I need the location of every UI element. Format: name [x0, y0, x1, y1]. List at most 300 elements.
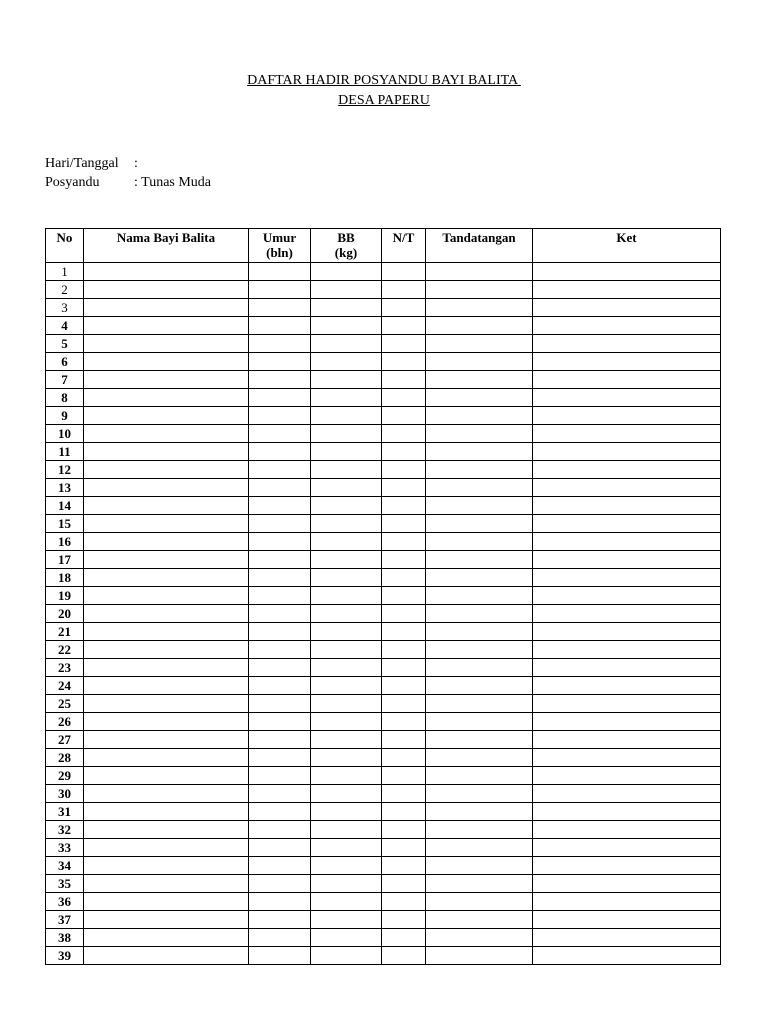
bb-cell[interactable] — [311, 731, 382, 749]
bb-cell[interactable] — [311, 587, 382, 605]
row-number: 36 — [46, 893, 84, 911]
row-number: 35 — [46, 875, 84, 893]
umur-cell[interactable] — [249, 875, 311, 893]
bb-cell[interactable] — [311, 839, 382, 857]
tandatangan-cell[interactable] — [426, 767, 533, 785]
nt-cell[interactable] — [382, 263, 426, 281]
tandatangan-cell[interactable] — [426, 587, 533, 605]
ket-cell[interactable] — [533, 299, 721, 317]
bb-cell[interactable] — [311, 461, 382, 479]
tandatangan-cell[interactable] — [426, 461, 533, 479]
nama-cell[interactable] — [84, 893, 249, 911]
bb-cell[interactable] — [311, 317, 382, 335]
nama-cell[interactable] — [84, 461, 249, 479]
ket-cell[interactable] — [533, 803, 721, 821]
bb-cell[interactable] — [311, 785, 382, 803]
umur-cell[interactable] — [249, 461, 311, 479]
tandatangan-cell[interactable] — [426, 803, 533, 821]
nt-cell[interactable] — [382, 623, 426, 641]
nt-cell[interactable] — [382, 317, 426, 335]
ket-cell[interactable] — [533, 695, 721, 713]
nt-cell[interactable] — [382, 353, 426, 371]
nama-cell[interactable] — [84, 875, 249, 893]
nt-cell[interactable] — [382, 587, 426, 605]
table-row — [46, 641, 721, 659]
header-nt — [382, 229, 426, 263]
umur-cell[interactable] — [249, 371, 311, 389]
tandatangan-cell[interactable] — [426, 281, 533, 299]
tandatangan-cell[interactable] — [426, 911, 533, 929]
umur-cell[interactable] — [249, 749, 311, 767]
nama-cell[interactable] — [84, 263, 249, 281]
bb-cell[interactable] — [311, 299, 382, 317]
umur-cell[interactable] — [249, 497, 311, 515]
nt-cell[interactable] — [382, 281, 426, 299]
umur-cell[interactable] — [249, 929, 311, 947]
nama-cell[interactable] — [84, 785, 249, 803]
ket-cell[interactable] — [533, 947, 721, 965]
bb-cell[interactable] — [311, 875, 382, 893]
header-umur — [249, 229, 311, 263]
nt-cell[interactable] — [382, 443, 426, 461]
ket-cell[interactable] — [533, 641, 721, 659]
bb-cell[interactable] — [311, 803, 382, 821]
row-number: 38 — [46, 929, 84, 947]
tandatangan-cell[interactable] — [426, 623, 533, 641]
nama-cell[interactable] — [84, 929, 249, 947]
umur-cell[interactable] — [249, 587, 311, 605]
row-number: 7 — [46, 371, 84, 389]
table-row — [46, 497, 721, 515]
bb-cell[interactable] — [311, 497, 382, 515]
nt-cell[interactable] — [382, 641, 426, 659]
table-row — [46, 929, 721, 947]
umur-cell[interactable] — [249, 623, 311, 641]
tandatangan-cell[interactable] — [426, 497, 533, 515]
table-row — [46, 317, 721, 335]
umur-cell[interactable] — [249, 353, 311, 371]
ket-cell[interactable] — [533, 389, 721, 407]
header-umur-line1: Umur — [262, 230, 297, 245]
table-header-row — [46, 229, 721, 263]
header-bb — [311, 229, 382, 263]
bb-cell[interactable] — [311, 677, 382, 695]
table-row — [46, 443, 721, 461]
header-ket — [533, 229, 721, 263]
nt-cell[interactable] — [382, 893, 426, 911]
tandatangan-cell[interactable] — [426, 515, 533, 533]
table-body — [46, 263, 721, 965]
tandatangan-cell[interactable] — [426, 749, 533, 767]
bb-cell[interactable] — [311, 263, 382, 281]
ket-cell[interactable] — [533, 875, 721, 893]
table-row — [46, 695, 721, 713]
nama-cell[interactable] — [84, 803, 249, 821]
tandatangan-cell[interactable] — [426, 947, 533, 965]
bb-cell[interactable] — [311, 569, 382, 587]
ket-cell[interactable] — [533, 407, 721, 425]
bb-cell[interactable] — [311, 911, 382, 929]
tandatangan-cell[interactable] — [426, 605, 533, 623]
nt-cell[interactable] — [382, 731, 426, 749]
tandatangan-cell[interactable] — [426, 677, 533, 695]
umur-cell[interactable] — [249, 785, 311, 803]
row-number: 37 — [46, 911, 84, 929]
document-subtitle: DESA PAPERU — [338, 93, 430, 108]
umur-cell[interactable] — [249, 893, 311, 911]
table-row — [46, 281, 721, 299]
nama-cell[interactable] — [84, 353, 249, 371]
bb-cell[interactable] — [311, 551, 382, 569]
ket-cell[interactable] — [533, 479, 721, 497]
nama-cell[interactable] — [84, 371, 249, 389]
nt-cell[interactable] — [382, 911, 426, 929]
nama-cell[interactable] — [84, 677, 249, 695]
nt-cell[interactable] — [382, 695, 426, 713]
nt-cell[interactable] — [382, 335, 426, 353]
ket-cell[interactable] — [533, 497, 721, 515]
bb-cell[interactable] — [311, 479, 382, 497]
umur-cell[interactable] — [249, 605, 311, 623]
tandatangan-cell[interactable] — [426, 533, 533, 551]
tandatangan-cell[interactable] — [426, 443, 533, 461]
nt-cell[interactable] — [382, 803, 426, 821]
umur-cell[interactable] — [249, 947, 311, 965]
table-row — [46, 407, 721, 425]
nt-cell[interactable] — [382, 569, 426, 587]
bb-cell[interactable] — [311, 605, 382, 623]
posyandu-label: Posyandu — [45, 175, 100, 190]
row-number: 31 — [46, 803, 84, 821]
header-umur-line2: (bln) — [266, 245, 293, 260]
nama-cell[interactable] — [84, 551, 249, 569]
bb-cell[interactable] — [311, 425, 382, 443]
nt-cell[interactable] — [382, 821, 426, 839]
ket-cell[interactable] — [533, 281, 721, 299]
umur-cell[interactable] — [249, 479, 311, 497]
nama-cell[interactable] — [84, 947, 249, 965]
nt-cell[interactable] — [382, 605, 426, 623]
tandatangan-cell[interactable] — [426, 875, 533, 893]
ket-cell[interactable] — [533, 605, 721, 623]
table-row — [46, 857, 721, 875]
tandatangan-cell[interactable] — [426, 821, 533, 839]
bb-cell[interactable] — [311, 893, 382, 911]
nt-cell[interactable] — [382, 749, 426, 767]
row-number: 12 — [46, 461, 84, 479]
tandatangan-cell[interactable] — [426, 317, 533, 335]
nt-cell[interactable] — [382, 299, 426, 317]
table-row — [46, 353, 721, 371]
bb-cell[interactable] — [311, 641, 382, 659]
umur-cell[interactable] — [249, 299, 311, 317]
ket-cell[interactable] — [533, 335, 721, 353]
row-number: 6 — [46, 353, 84, 371]
nt-cell[interactable] — [382, 461, 426, 479]
row-number: 14 — [46, 497, 84, 515]
row-number: 23 — [46, 659, 84, 677]
bb-cell[interactable] — [311, 335, 382, 353]
nama-cell[interactable] — [84, 605, 249, 623]
tandatangan-cell[interactable] — [426, 353, 533, 371]
ket-cell[interactable] — [533, 569, 721, 587]
umur-cell[interactable] — [249, 713, 311, 731]
ket-cell[interactable] — [533, 857, 721, 875]
row-number: 39 — [46, 947, 84, 965]
umur-cell[interactable] — [249, 443, 311, 461]
umur-cell[interactable] — [249, 389, 311, 407]
tandatangan-cell[interactable] — [426, 389, 533, 407]
nama-cell[interactable] — [84, 389, 249, 407]
nama-cell[interactable] — [84, 407, 249, 425]
table-row — [46, 425, 721, 443]
nama-cell[interactable] — [84, 767, 249, 785]
umur-cell[interactable] — [249, 803, 311, 821]
tandatangan-cell[interactable] — [426, 839, 533, 857]
umur-cell[interactable] — [249, 317, 311, 335]
nt-cell[interactable] — [382, 767, 426, 785]
bb-cell[interactable] — [311, 371, 382, 389]
nama-cell[interactable] — [84, 857, 249, 875]
nama-cell[interactable] — [84, 731, 249, 749]
tandatangan-cell[interactable] — [426, 299, 533, 317]
table-row — [46, 731, 721, 749]
table-row — [46, 875, 721, 893]
nama-cell[interactable] — [84, 695, 249, 713]
tandatangan-cell[interactable] — [426, 407, 533, 425]
row-number: 9 — [46, 407, 84, 425]
bb-cell[interactable] — [311, 821, 382, 839]
nama-cell[interactable] — [84, 533, 249, 551]
umur-cell[interactable] — [249, 281, 311, 299]
nama-cell[interactable] — [84, 425, 249, 443]
umur-cell[interactable] — [249, 659, 311, 677]
nama-cell[interactable] — [84, 623, 249, 641]
nt-cell[interactable] — [382, 839, 426, 857]
nt-cell[interactable] — [382, 857, 426, 875]
bb-cell[interactable] — [311, 515, 382, 533]
bb-cell[interactable] — [311, 713, 382, 731]
nt-cell[interactable] — [382, 515, 426, 533]
tandatangan-cell[interactable] — [426, 425, 533, 443]
nama-cell[interactable] — [84, 515, 249, 533]
bb-cell[interactable] — [311, 533, 382, 551]
nt-cell[interactable] — [382, 875, 426, 893]
tandatangan-cell[interactable] — [426, 371, 533, 389]
row-number: 21 — [46, 623, 84, 641]
nt-cell[interactable] — [382, 533, 426, 551]
nama-cell[interactable] — [84, 569, 249, 587]
ket-cell[interactable] — [533, 515, 721, 533]
nama-cell[interactable] — [84, 839, 249, 857]
ket-cell[interactable] — [533, 749, 721, 767]
umur-cell[interactable] — [249, 641, 311, 659]
bb-cell[interactable] — [311, 281, 382, 299]
bb-cell[interactable] — [311, 659, 382, 677]
nama-cell[interactable] — [84, 479, 249, 497]
nama-cell[interactable] — [84, 713, 249, 731]
nt-cell[interactable] — [382, 677, 426, 695]
table-row — [46, 947, 721, 965]
nama-cell[interactable] — [84, 659, 249, 677]
tandatangan-cell[interactable] — [426, 857, 533, 875]
ket-cell[interactable] — [533, 839, 721, 857]
table-row — [46, 767, 721, 785]
header-bb-line2: (kg) — [334, 245, 358, 260]
tandatangan-cell[interactable] — [426, 263, 533, 281]
ket-cell[interactable] — [533, 713, 721, 731]
row-number: 4 — [46, 317, 84, 335]
bb-cell[interactable] — [311, 623, 382, 641]
ket-cell[interactable] — [533, 587, 721, 605]
tandatangan-cell[interactable] — [426, 641, 533, 659]
row-number: 18 — [46, 569, 84, 587]
table-row — [46, 551, 721, 569]
umur-cell[interactable] — [249, 731, 311, 749]
row-number: 13 — [46, 479, 84, 497]
table-row — [46, 587, 721, 605]
nt-cell[interactable] — [382, 785, 426, 803]
table-row — [46, 515, 721, 533]
row-number: 3 — [46, 299, 84, 317]
nt-cell[interactable] — [382, 659, 426, 677]
tandatangan-cell[interactable] — [426, 335, 533, 353]
tandatangan-cell[interactable] — [426, 695, 533, 713]
bb-cell[interactable] — [311, 947, 382, 965]
tandatangan-cell[interactable] — [426, 731, 533, 749]
nt-cell[interactable] — [382, 425, 426, 443]
umur-cell[interactable] — [249, 695, 311, 713]
header-bb-line1: BB — [337, 230, 355, 245]
row-number: 2 — [46, 281, 84, 299]
bb-cell[interactable] — [311, 929, 382, 947]
ket-cell[interactable] — [533, 461, 721, 479]
bb-cell[interactable] — [311, 857, 382, 875]
ket-cell[interactable] — [533, 353, 721, 371]
table-row — [46, 677, 721, 695]
tandatangan-cell[interactable] — [426, 893, 533, 911]
nt-cell[interactable] — [382, 929, 426, 947]
nt-cell[interactable] — [382, 389, 426, 407]
ket-cell[interactable] — [533, 263, 721, 281]
nt-cell[interactable] — [382, 497, 426, 515]
nama-cell[interactable] — [84, 497, 249, 515]
ket-cell[interactable] — [533, 533, 721, 551]
posyandu-value: : Tunas Muda — [134, 175, 212, 190]
umur-cell[interactable] — [249, 767, 311, 785]
bb-cell[interactable] — [311, 443, 382, 461]
umur-cell[interactable] — [249, 263, 311, 281]
umur-cell[interactable] — [249, 839, 311, 857]
ket-cell[interactable] — [533, 623, 721, 641]
umur-cell[interactable] — [249, 551, 311, 569]
bb-cell[interactable] — [311, 353, 382, 371]
nama-cell[interactable] — [84, 911, 249, 929]
umur-cell[interactable] — [249, 857, 311, 875]
nama-cell[interactable] — [84, 281, 249, 299]
tandatangan-cell[interactable] — [426, 479, 533, 497]
ket-cell[interactable] — [533, 425, 721, 443]
table-row — [46, 803, 721, 821]
nt-cell[interactable] — [382, 407, 426, 425]
tandatangan-cell[interactable] — [426, 929, 533, 947]
table-row — [46, 335, 721, 353]
header-nama — [84, 229, 249, 263]
row-number: 27 — [46, 731, 84, 749]
bb-cell[interactable] — [311, 407, 382, 425]
umur-cell[interactable] — [249, 533, 311, 551]
umur-cell[interactable] — [249, 569, 311, 587]
nama-cell[interactable] — [84, 641, 249, 659]
row-number: 17 — [46, 551, 84, 569]
ket-cell[interactable] — [533, 677, 721, 695]
ket-cell[interactable] — [533, 785, 721, 803]
nt-cell[interactable] — [382, 479, 426, 497]
row-number: 33 — [46, 839, 84, 857]
ket-cell[interactable] — [533, 317, 721, 335]
ket-cell[interactable] — [533, 821, 721, 839]
nama-cell[interactable] — [84, 335, 249, 353]
umur-cell[interactable] — [249, 911, 311, 929]
ket-cell[interactable] — [533, 767, 721, 785]
table-row — [46, 659, 721, 677]
umur-cell[interactable] — [249, 425, 311, 443]
bb-cell[interactable] — [311, 767, 382, 785]
header-no-text: No — [56, 230, 73, 245]
tandatangan-cell[interactable] — [426, 551, 533, 569]
umur-cell[interactable] — [249, 407, 311, 425]
nt-cell[interactable] — [382, 551, 426, 569]
header-tandatangan-text: Tandatangan — [442, 230, 516, 245]
tandatangan-cell[interactable] — [426, 713, 533, 731]
table-row — [46, 839, 721, 857]
attendance-table — [45, 228, 721, 965]
ket-cell[interactable] — [533, 731, 721, 749]
ket-cell[interactable] — [533, 443, 721, 461]
ket-cell[interactable] — [533, 893, 721, 911]
nama-cell[interactable] — [84, 821, 249, 839]
ket-cell[interactable] — [533, 911, 721, 929]
umur-cell[interactable] — [249, 515, 311, 533]
bb-cell[interactable] — [311, 389, 382, 407]
table-row — [46, 371, 721, 389]
nt-cell[interactable] — [382, 947, 426, 965]
row-number: 24 — [46, 677, 84, 695]
nama-cell[interactable] — [84, 749, 249, 767]
nama-cell[interactable] — [84, 587, 249, 605]
tandatangan-cell[interactable] — [426, 659, 533, 677]
table-row — [46, 623, 721, 641]
bb-cell[interactable] — [311, 695, 382, 713]
bb-cell[interactable] — [311, 749, 382, 767]
nama-cell[interactable] — [84, 443, 249, 461]
nt-cell[interactable] — [382, 713, 426, 731]
document-title: DAFTAR HADIR POSYANDU BAYI BALITA — [247, 73, 521, 88]
nama-cell[interactable] — [84, 299, 249, 317]
ket-cell[interactable] — [533, 551, 721, 569]
nt-cell[interactable] — [382, 371, 426, 389]
nama-cell[interactable] — [84, 317, 249, 335]
ket-cell[interactable] — [533, 371, 721, 389]
tandatangan-cell[interactable] — [426, 569, 533, 587]
ket-cell[interactable] — [533, 929, 721, 947]
umur-cell[interactable] — [249, 335, 311, 353]
umur-cell[interactable] — [249, 821, 311, 839]
umur-cell[interactable] — [249, 677, 311, 695]
tandatangan-cell[interactable] — [426, 785, 533, 803]
ket-cell[interactable] — [533, 659, 721, 677]
header-nama-text: Nama Bayi Balita — [116, 230, 216, 245]
